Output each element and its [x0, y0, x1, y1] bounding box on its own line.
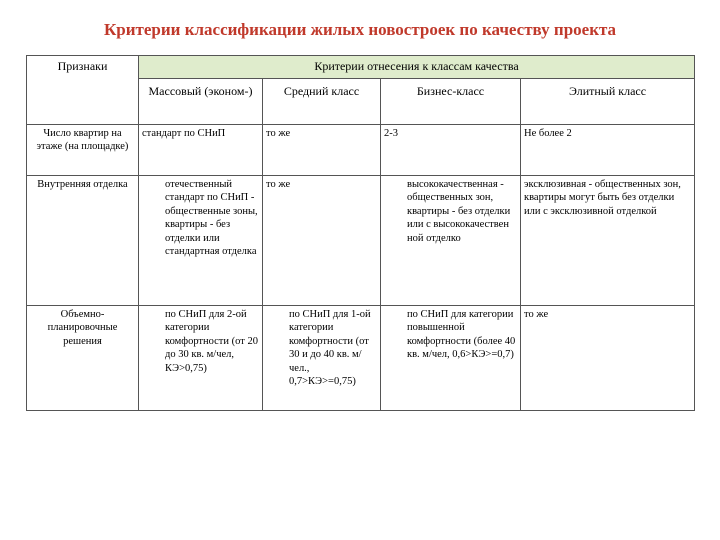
table-cell: по СНиП для категории повышенной комфортности (более 40 кв. м/чел, 0,6>КЭ>=0,7): [381, 306, 521, 411]
row-feature: Внутренняя отделка: [27, 176, 139, 306]
table-cell: то же: [263, 176, 381, 306]
table-cell: стандарт по СНиП: [139, 125, 263, 176]
header-class-middle: Средний класс: [263, 79, 381, 125]
table-cell: отечественный стандарт по СНиП - общественные зоны, квартиры - без отделки или стандартная отделка: [139, 176, 263, 306]
table-cell: эксклюзивная - общественных зон, квартиры могут быть без отделки или с эксклюзивной отделкой: [521, 176, 695, 306]
table-cell: Не более 2: [521, 125, 695, 176]
table-row: [27, 176, 695, 306]
table-cell: высококачественная - общественных зон, квартиры - без отделки или с высококачествен ной отделко: [381, 176, 521, 306]
table-cell: 2-3: [381, 125, 521, 176]
table-cell: по СНиП для 1-ой категории комфортности (от 30 и до 40 кв. м/чел., 0,7>КЭ>=0,75): [263, 306, 381, 411]
table-row: [27, 306, 695, 411]
table-cell: то же: [521, 306, 695, 411]
classification-table: [26, 55, 695, 411]
header-class-mass: Массовый (эконом-): [139, 79, 263, 125]
header-criteria: Критерии отнесения к классам качества: [139, 56, 695, 79]
row-feature: Число квартир на этаже (на площадке): [27, 125, 139, 176]
header-class-business: Бизнес-класс: [381, 79, 521, 125]
table-cell: то же: [263, 125, 381, 176]
table-cell: по СНиП для 2-ой категории комфортности (от 20 до 30 кв. м/чел, КЭ>0,75): [139, 306, 263, 411]
header-features: Признаки: [27, 56, 139, 125]
page-title: Критерии классификации жилых новостроек по качеству проекта: [103, 20, 617, 39]
header-class-elite: Элитный класс: [521, 79, 695, 125]
table-row: [27, 125, 695, 176]
row-feature: Объемно-планировочные решения: [27, 306, 139, 411]
